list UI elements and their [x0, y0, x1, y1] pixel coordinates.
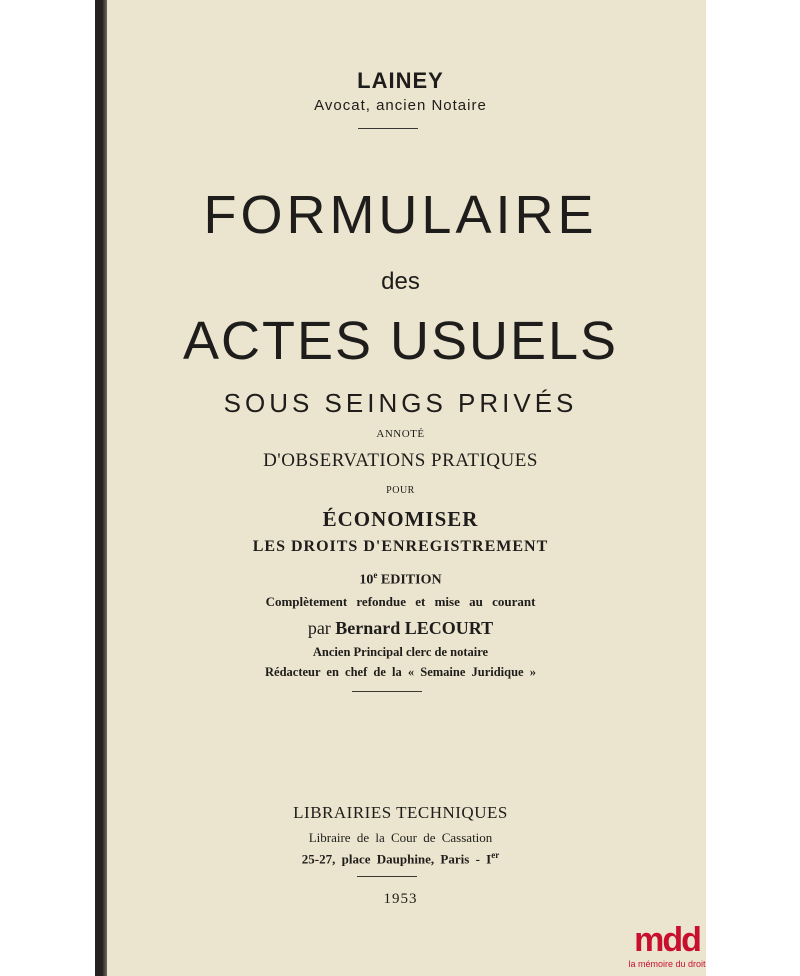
text-droits: LES DROITS D'ENREGISTREMENT: [252, 538, 549, 555]
text-par: par: [307, 618, 336, 638]
publisher-name: LIBRAIRIES TECHNIQUES: [293, 803, 508, 822]
mdd-logo-tagline: la mémoire du droit: [628, 959, 706, 969]
edition-suffix: e: [373, 570, 378, 580]
text-refondue: Complètement refondue et mise au courant: [265, 594, 536, 609]
author-role: Avocat, ancien Notaire: [314, 97, 487, 114]
edition-line: [95, 570, 706, 589]
divider-rule: [358, 128, 418, 129]
mdd-logo-mark: mdd: [634, 921, 700, 959]
edition-word: EDITION: [377, 572, 442, 588]
editor-role-2: Rédacteur en chef de la « Semaine Juridique »: [265, 665, 536, 679]
address-text: 25-27, place Dauphine, Paris - I: [301, 851, 492, 867]
publisher-address: [95, 850, 706, 867]
title-formulaire: FORMULAIRE: [203, 185, 598, 245]
editor-name: Bernard LECOURT: [335, 618, 494, 638]
divider-rule: [357, 876, 417, 877]
title-des: des: [381, 268, 420, 295]
publisher-court: Libraire de la Cour de Cassation: [308, 830, 493, 845]
text-observations: D'OBSERVATIONS PRATIQUES: [263, 450, 538, 471]
text-pour: POUR: [386, 485, 415, 496]
publication-year: 1953: [383, 891, 418, 907]
editor-role-1: Ancien Principal clerc de notaire: [312, 645, 489, 659]
address-suffix: er: [491, 850, 500, 860]
title-actes-usuels: ACTES USUELS: [182, 311, 619, 371]
watermark-logo: [627, 922, 707, 976]
text-economiser: ÉCONOMISER: [322, 507, 479, 531]
edition-number: 10: [359, 572, 374, 588]
author-name: LAINEY: [357, 68, 444, 93]
divider-rule: [352, 691, 422, 692]
subtitle-sous-seings: SOUS SEINGS PRIVÉS: [223, 388, 578, 418]
text-annote: ANNOTÉ: [376, 428, 425, 440]
editor-line: [95, 618, 706, 639]
title-page: [95, 0, 706, 976]
